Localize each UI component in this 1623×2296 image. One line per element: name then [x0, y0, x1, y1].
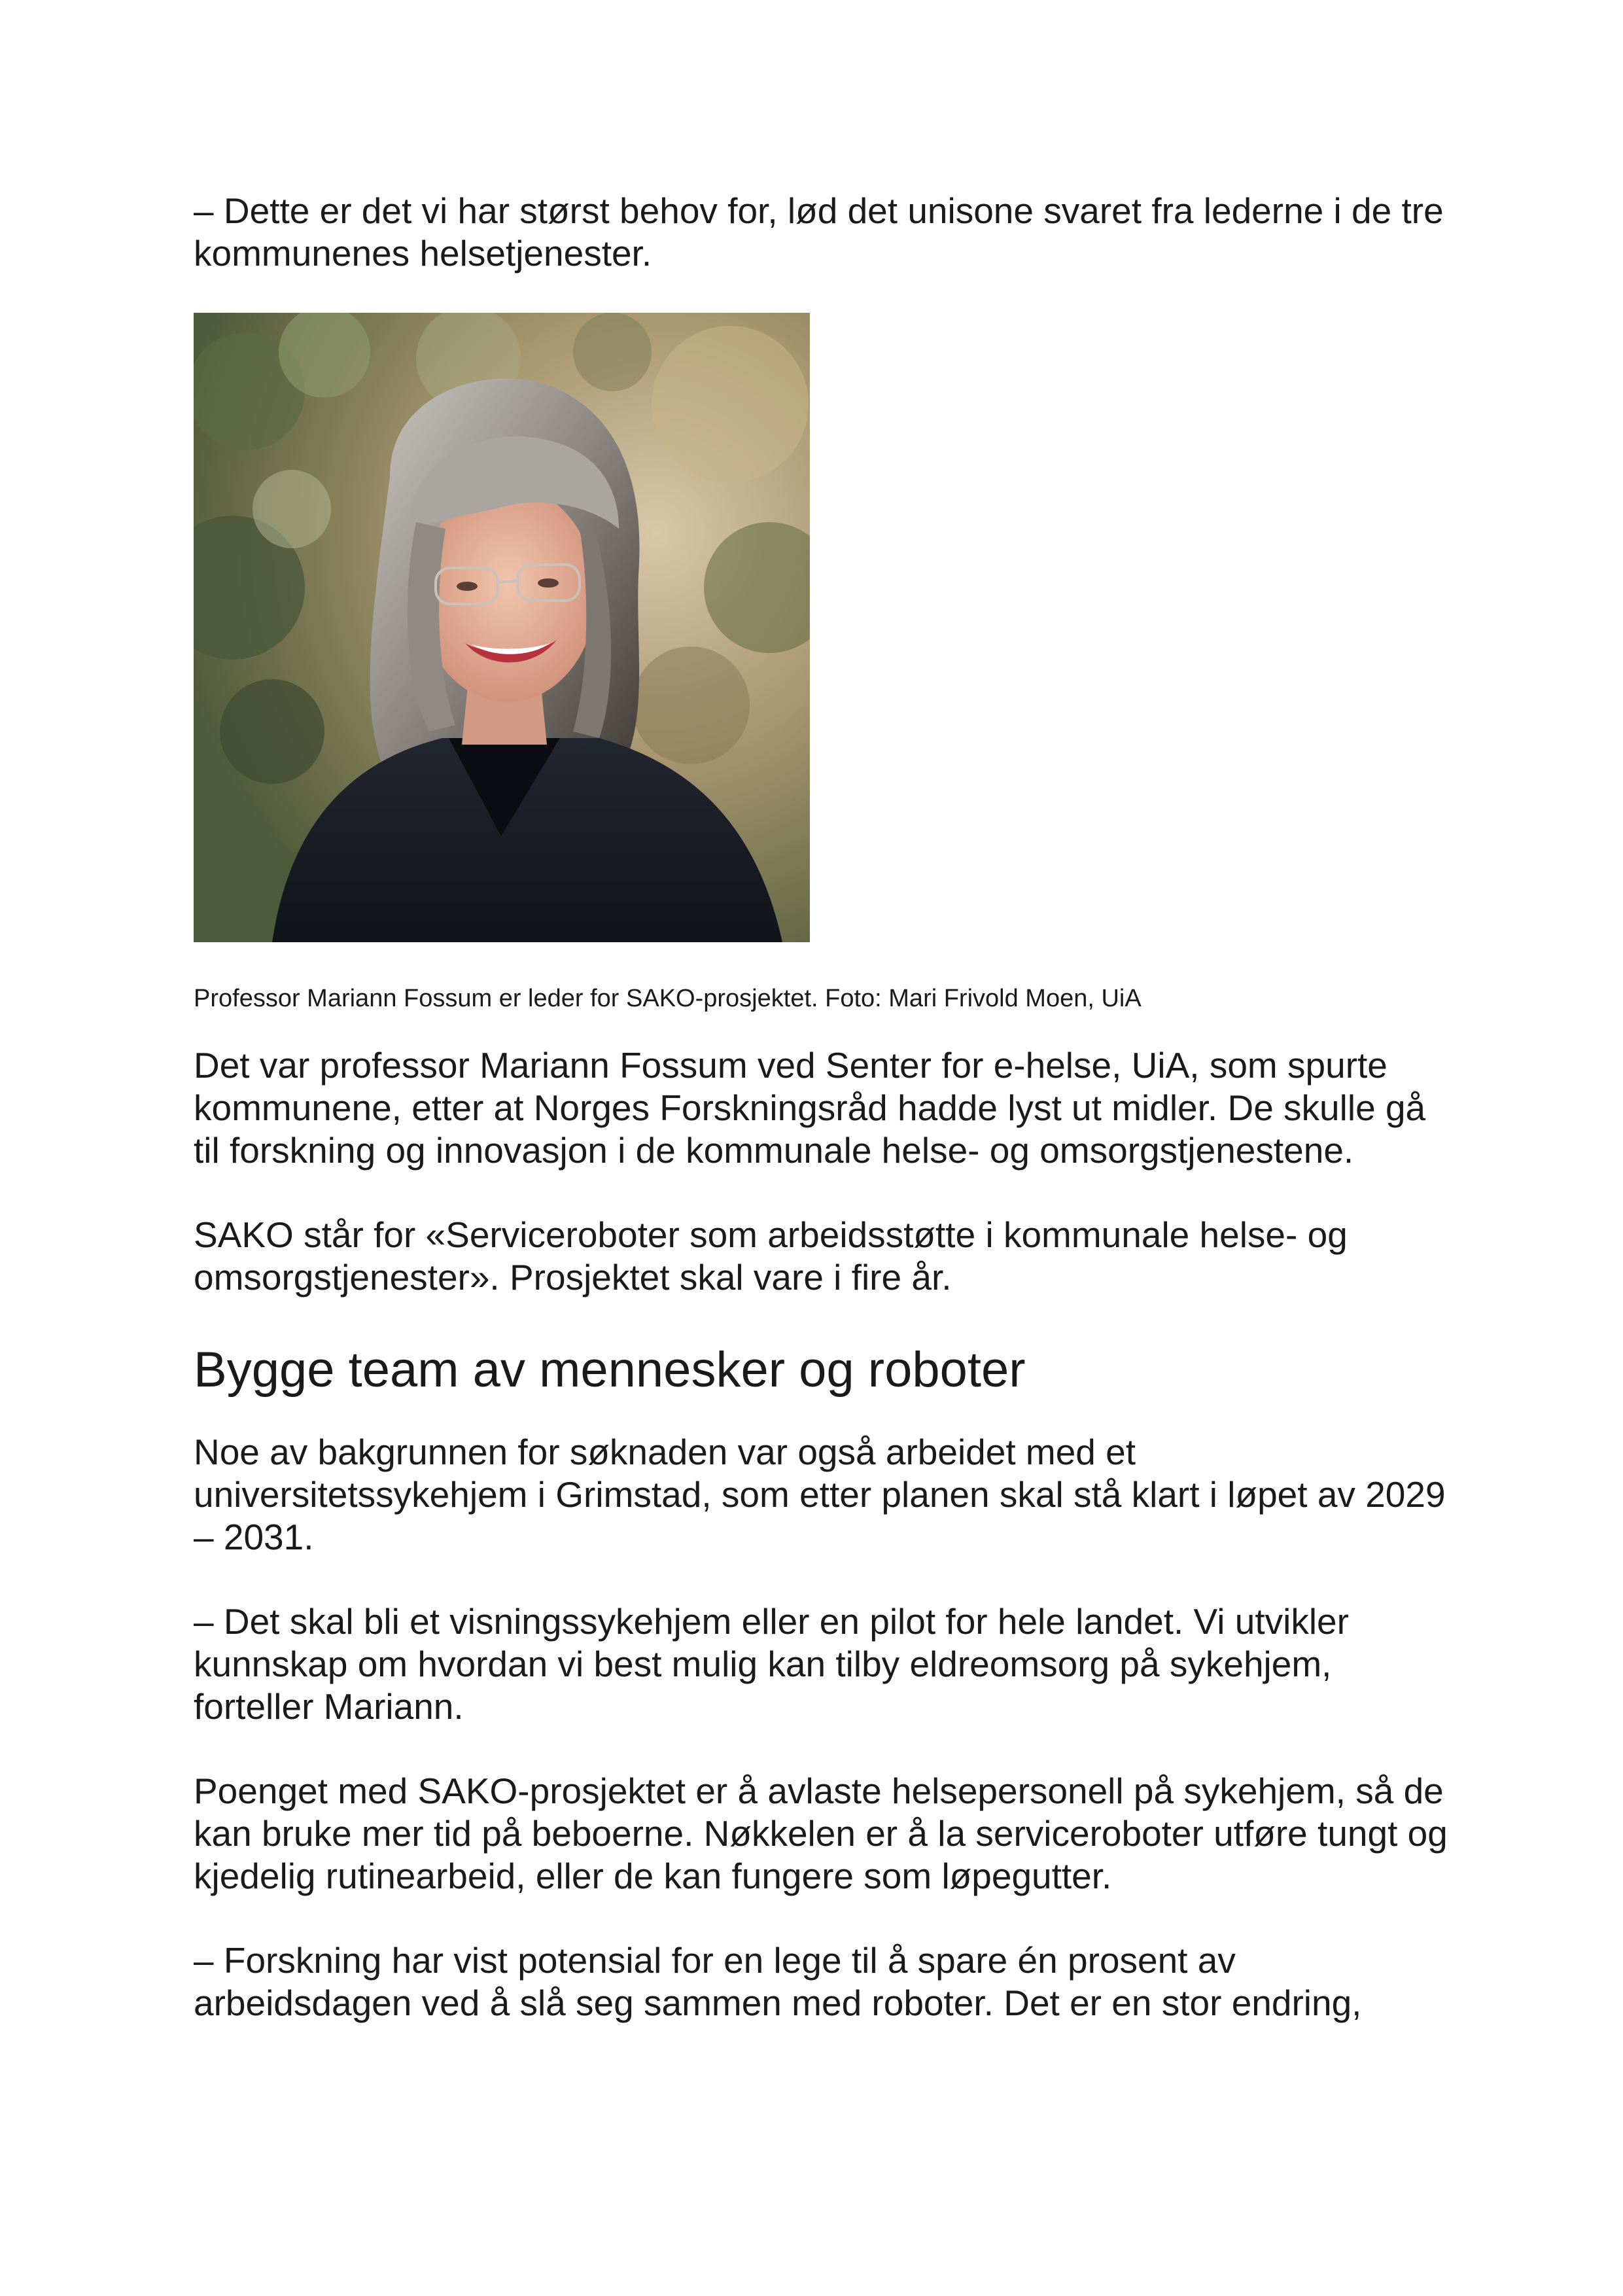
body-paragraph: Noe av bakgrunnen for søknaden var også arbeidet med et universitetssykehjem i Grimstad, som etter planen skal stå klart i løpet av 2029 – 2031.: [194, 1432, 1446, 1557]
body-paragraph: SAKO står for «Serviceroboter som arbeidsstøtte i kommunale helse- og omsorgstjenester». Prosjektet skal vare i fire år.: [194, 1214, 1348, 1298]
intro-quote: – Dette er det vi har størst behov for, lød det unisone svaret fra lederne i de tre kommunenes helsetjenester.: [194, 190, 1444, 274]
portrait-photo-icon: [194, 313, 810, 942]
section-heading: Bygge team av mennesker og roboter: [194, 1342, 1026, 1398]
body-paragraph: – Forskning har vist potensial for en lege til å spare én prosent av arbeidsdagen ved å slå seg sammen med roboter. Det er en stor endring,: [194, 1940, 1362, 2023]
body-paragraph: Det var professor Mariann Fossum ved Senter for e-helse, UiA, som spurte kommunene, etter at Norges Forskningsråd hadde lyst ut midler. De skulle gå til forskning og innovasjon i de kommunale helse- og omsorgstjenestene.: [194, 1045, 1426, 1171]
photo-caption: Professor Mariann Fossum er leder for SAKO-prosjektet. Foto: Mari Frivold Moen, UiA: [194, 985, 1142, 1012]
article-page: [194, 190, 1450, 2024]
body-paragraph: Poenget med SAKO-prosjektet er å avlaste helsepersonell på sykehjem, så de kan bruke mer tid på beboerne. Nøkkelen er å la serviceroboter utføre tungt og kjedelig rutinearbeid, eller de kan fungere som løpegutter.: [194, 1771, 1448, 1896]
body-paragraph: – Det skal bli et visningssykehjem eller en pilot for hele landet. Vi utvikler kunnskap om hvordan vi best mulig kan tilby eldreomsorg på sykehjem, forteller Mariann.: [194, 1601, 1349, 1727]
